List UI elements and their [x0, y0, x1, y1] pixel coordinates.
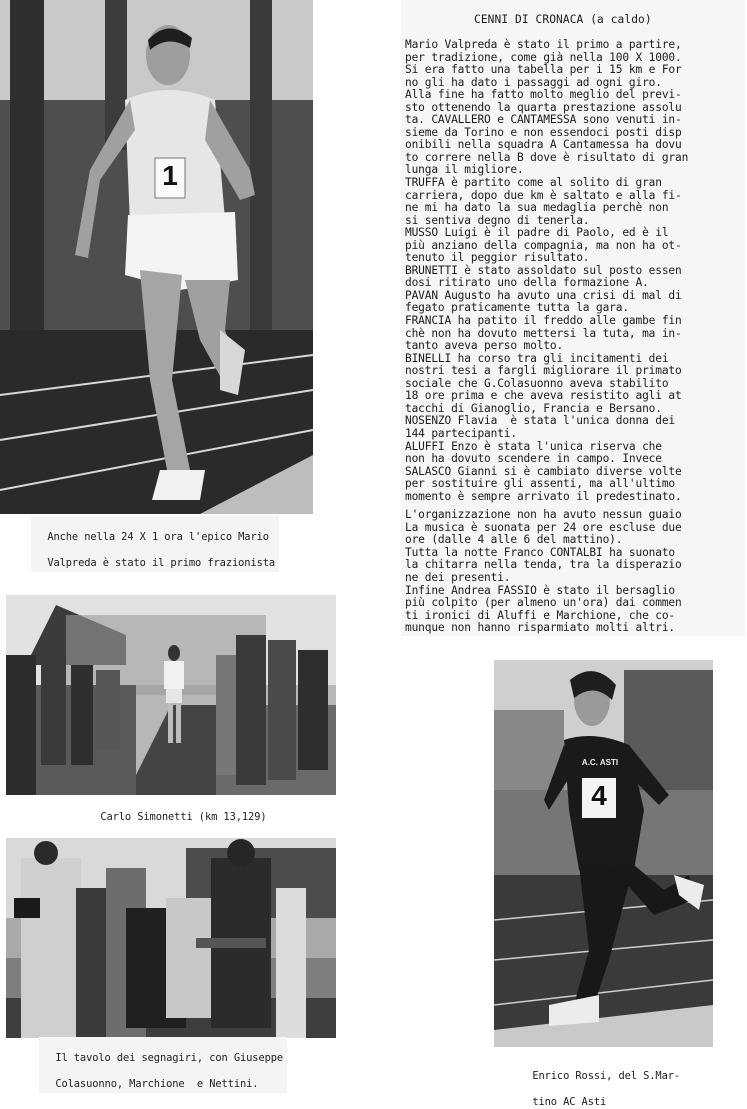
article-line: si sentiva degno di tenerla.: [405, 213, 590, 227]
article-line: per tradizione, come già nella 100 X 1000.: [405, 50, 682, 64]
article-line: Mario Valpreda è stato il primo a partire,: [405, 38, 682, 51]
caption-rossi: [520, 1057, 680, 1109]
article-line: non ha dovuto scendere in campo. Invece: [405, 452, 662, 466]
article-line: PAVAN Augusto ha avuto una crisi di mal di: [405, 288, 682, 302]
article-line: ta. CAVALLERO e CANTAMESSA sono venuti in-: [405, 113, 682, 127]
article-line: per sostituire gli assenti, ma all'ultimo: [405, 477, 676, 491]
article-line: più colpito (per almeno un'ora) dai commen: [405, 596, 682, 610]
article-line: carriera, dopo due km è saltato e alla fi-: [405, 188, 682, 202]
caption-line: Anche nella 24 X 1 ora l'epico Mario: [47, 531, 269, 543]
article-line: BINELLI ha corso tra gli incitamenti dei: [405, 351, 669, 365]
article-line: momento è sempre arrivato il predestinato.: [405, 489, 682, 503]
caption-line: Colasuonno, Marchione e Nettini.: [55, 1078, 259, 1090]
article-title: CENNI DI CRONACA (a caldo): [474, 13, 652, 26]
article-line: tanto aveva perso molto.: [405, 339, 564, 353]
caption-line: tino AC Asti: [532, 1096, 607, 1108]
article-line: tacchi di Gianoglio, Francia e Bersano.: [405, 401, 662, 415]
article-line: BRUNETTI è stato assoldato sul posto essen: [405, 263, 682, 277]
caption-segnagiri: [39, 1037, 287, 1093]
article-line: Si era fatto una tabella per i 15 km e For: [405, 63, 682, 77]
article-line: munque non hanno risparmiato molti altri.: [405, 621, 676, 635]
photo-segnagiri: [6, 838, 336, 1038]
article-line: FRANCIA ha patito il freddo alle gambe fin: [405, 314, 682, 328]
article-line: L'organizzazione non ha avuto nessun guaio: [405, 508, 682, 522]
article-typewritten: [401, 0, 745, 636]
article-line: SALASCO Gianni si è cambiato diverse volte: [405, 464, 682, 478]
article-line: 18 ore prima e che aveva resistito agli at: [405, 389, 682, 403]
article-line: tenuto il peggior risultato.: [405, 251, 590, 265]
article-line: ne dei presenti.: [405, 570, 511, 584]
article-line: sociale che G.Colasuonno aveva stabilito: [405, 376, 669, 390]
article-line: più anziano della compagnia, ma non ha ot-: [405, 238, 682, 252]
caption-simonetti: [88, 798, 267, 824]
article-line: Alla fine ha fatto molto meglio del previ-: [405, 88, 682, 102]
photo-simonetti: [6, 595, 336, 795]
article-line: La musica è suonata per 24 ore escluse due: [405, 520, 682, 534]
article-line: MUSSO Luigi è il padre di Paolo, ed è il: [405, 226, 669, 240]
article-body: [405, 39, 743, 635]
caption-line: Carlo Simonetti (km 13,129): [100, 811, 267, 823]
article-line: dosi ritirato uno della formazione A.: [405, 276, 649, 290]
article-line: ore (dalle 4 alle 6 del mattino).: [405, 533, 623, 547]
caption-line: Enrico Rossi, del S.Mar-: [532, 1070, 681, 1082]
article-line: sieme da Torino e non essendoci posti disp: [405, 125, 682, 139]
bib-number: 4: [591, 780, 607, 811]
article-line: TRUFFA è partito come al solito di gran: [405, 176, 662, 190]
photo-valpreda: [0, 0, 313, 514]
bib-number: 1: [162, 160, 178, 191]
caption-line: Valpreda è stato il primo frazionista: [47, 557, 276, 569]
article-line: Tutta la notte Franco CONTALBI ha suonato: [405, 545, 676, 559]
shirt-label: A.C. ASTI: [581, 758, 619, 767]
photo-rossi: [494, 660, 713, 1047]
article-line: ti ironici di Aluffi e Marchione, che co-: [405, 608, 676, 622]
article-line: no gli ha dato i passaggi ad ogni giro.: [405, 75, 662, 89]
article-line: chè non ha dovuto mettersi la tuta, ma in-: [405, 326, 682, 340]
article-line: onibili nella squadra A Cantamessa ha dovu: [405, 138, 682, 152]
article-line: NOSENZO Flavia è stata l'unica donna dei: [405, 414, 676, 428]
article-line: to correre nella B dove è risultato di gran: [405, 150, 689, 164]
article-line: nostri tesi a fargli migliorare il primato: [405, 364, 682, 378]
article-line: la chitarra nella tenda, tra la disperazio: [405, 558, 682, 572]
article-line: 144 partecipanti.: [405, 426, 517, 440]
article-line: fegato praticamente tutta la gara.: [405, 301, 629, 315]
article-line: ALUFFI Enzo è stata l'unica riserva che: [405, 439, 662, 453]
article-line: ne mi ha dato la sua medaglia perchè non: [405, 201, 669, 215]
article-line: lunga il migliore.: [405, 163, 524, 177]
caption-line: Il tavolo dei segnagiri, con Giuseppe: [55, 1052, 284, 1064]
article-line: Infine Andrea FASSIO è stato il bersaglio: [405, 583, 676, 597]
caption-valpreda: [31, 516, 279, 572]
article-line: sto ottenendo la quarta prestazione assolu: [405, 100, 682, 114]
